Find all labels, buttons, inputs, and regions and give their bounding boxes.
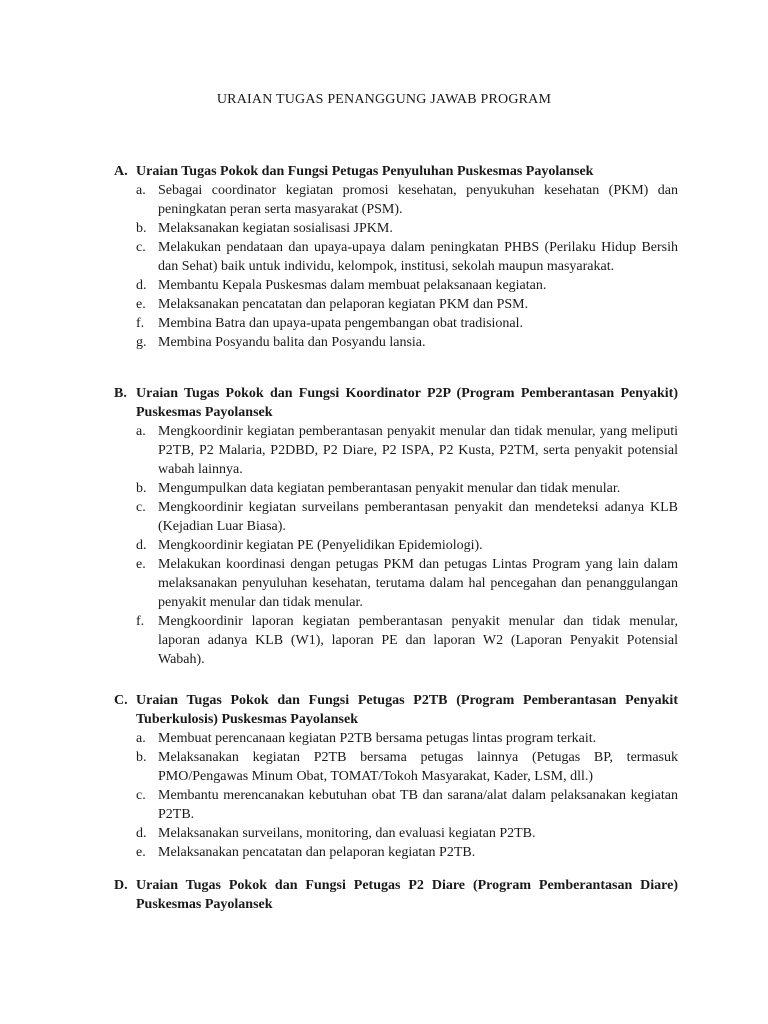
item-letter: c. <box>136 500 146 515</box>
section-letter: D. <box>114 878 128 893</box>
item-letter: e. <box>136 845 146 860</box>
item-text: Melaksanakan pencatatan dan pelaporan kegiatan PKM dan PSM. <box>158 297 529 312</box>
item-text: Melakukan koordinasi dengan petugas PKM dan petugas Lintas Program yang lain dalam melaksanakan penyuluhan kesehatan, terutama dalam hal pencegahan dan penanggulangan penyakit menular dan tidak menular. <box>158 557 678 610</box>
item-text: Membantu merencanakan kebutuhan obat TB dan sarana/alat dalam pelaksanakan kegiatan P2TB. <box>158 788 678 822</box>
item-text: Melakukan pendataan dan upaya-upaya dalam peningkatan PHBS (Perilaku Hidup Bersih dan Sehat) baik untuk individu, kelompok, institusi, sekolah maupun masyarakat. <box>158 240 678 274</box>
list-item <box>114 824 678 843</box>
item-letter: c. <box>136 240 146 255</box>
item-text: Melaksanakan surveilans, monitoring, dan evaluasi kegiatan P2TB. <box>158 826 536 841</box>
list-item <box>114 422 678 479</box>
list-item <box>114 295 678 314</box>
item-text: Melaksanakan kegiatan P2TB bersama petugas lainnya (Petugas BP, termasuk PMO/Pengawas Minum Obat, TOMAT/Tokoh Masyarakat, Kader, LSM, dll.) <box>158 750 678 784</box>
task-list <box>114 181 678 352</box>
section-letter: A. <box>114 164 128 179</box>
section-b <box>114 384 678 669</box>
section-letter: C. <box>114 693 128 708</box>
list-item <box>114 333 678 352</box>
section-heading <box>114 162 678 181</box>
item-letter: f. <box>136 614 145 629</box>
list-item <box>114 276 678 295</box>
section-heading <box>114 384 678 422</box>
section-heading <box>114 691 678 729</box>
item-letter: d. <box>136 826 147 841</box>
document-title: URAIAN TUGAS PENANGGUNG JAWAB PROGRAM <box>216 92 552 107</box>
item-text: Melaksanakan kegiatan sosialisasi JPKM. <box>158 221 393 236</box>
list-item <box>114 479 678 498</box>
item-text: Membina Batra dan upaya-upata pengembangan obat tradisional. <box>158 316 524 331</box>
section-heading-text: Uraian Tugas Pokok dan Fungsi Petugas Penyuluhan Puskesmas Payolansek <box>136 164 594 179</box>
task-list <box>114 422 678 669</box>
list-item <box>114 786 678 824</box>
section-c <box>114 691 678 862</box>
item-text: Membina Posyandu balita dan Posyandu lansia. <box>158 335 426 350</box>
list-item <box>114 314 678 333</box>
list-item <box>114 238 678 276</box>
item-letter: e. <box>136 557 146 572</box>
list-item <box>114 729 678 748</box>
item-text: Membantu Kepala Puskesmas dalam membuat pelaksanaan kegiatan. <box>158 278 547 293</box>
list-item <box>114 843 678 862</box>
item-text: Melaksanakan pencatatan dan pelaporan kegiatan P2TB. <box>158 845 476 860</box>
list-item <box>114 498 678 536</box>
item-text: Mengkoordinir kegiatan pemberantasan penyakit menular dan tidak menular, yang meliputi P2TB, P2 Malaria, P2DBD, P2 Diare, P2 ISPA, P2 Kusta, P2TM, serta penyakit potensial wabah lainnya. <box>158 424 678 477</box>
item-letter: g. <box>136 335 147 350</box>
item-text: Mengkoordinir laporan kegiatan pemberantasan penyakit menular dan tidak menular, laporan adanya KLB (W1), laporan PE dan laporan W2 (Laporan Penyakit Potensial Wabah). <box>158 614 678 667</box>
section-letter: B. <box>114 386 127 401</box>
item-letter: d. <box>136 538 147 553</box>
item-letter: b. <box>136 221 147 236</box>
item-text: Membuat perencanaan kegiatan P2TB bersama petugas lintas program terkait. <box>158 731 597 746</box>
section-heading-text: Uraian Tugas Pokok dan Fungsi Petugas P2 Diare (Program Pemberantasan Diare) Puskesmas Payolansek <box>136 878 678 912</box>
list-item <box>114 612 678 669</box>
item-letter: f. <box>136 316 145 331</box>
item-text: Mengumpulkan data kegiatan pemberantasan penyakit menular dan tidak menular. <box>158 481 621 496</box>
item-text: Sebagai coordinator kegiatan promosi kesehatan, penyukuhan kesehatan (PKM) dan peningkatan peran serta masyarakat (PSM). <box>158 183 678 217</box>
item-letter: a. <box>136 183 146 198</box>
section-heading-text: Uraian Tugas Pokok dan Fungsi Koordinator P2P (Program Pemberantasan Penyakit) Puskesmas Payolansek <box>136 386 678 420</box>
item-letter: b. <box>136 481 147 496</box>
section-a <box>114 162 678 352</box>
list-item <box>114 748 678 786</box>
item-text: Mengkoordinir kegiatan PE (Penyelidikan Epidemiologi). <box>158 538 483 553</box>
section-d <box>114 876 678 914</box>
list-item <box>114 536 678 555</box>
item-letter: a. <box>136 424 146 439</box>
list-item <box>114 555 678 612</box>
task-list <box>114 729 678 862</box>
list-item <box>114 181 678 219</box>
item-letter: e. <box>136 297 146 312</box>
item-letter: b. <box>136 750 147 765</box>
list-item <box>114 219 678 238</box>
item-letter: d. <box>136 278 147 293</box>
item-text: Mengkoordinir kegiatan surveilans pemberantasan penyakit dan mendeteksi adanya KLB (Kejadian Luar Biasa). <box>158 500 678 534</box>
section-heading <box>114 876 678 914</box>
item-letter: a. <box>136 731 146 746</box>
section-heading-text: Uraian Tugas Pokok dan Fungsi Petugas P2TB (Program Pemberantasan Penyakit Tuberkulosis) Puskesmas Payolansek <box>136 693 678 727</box>
item-letter: c. <box>136 788 146 803</box>
